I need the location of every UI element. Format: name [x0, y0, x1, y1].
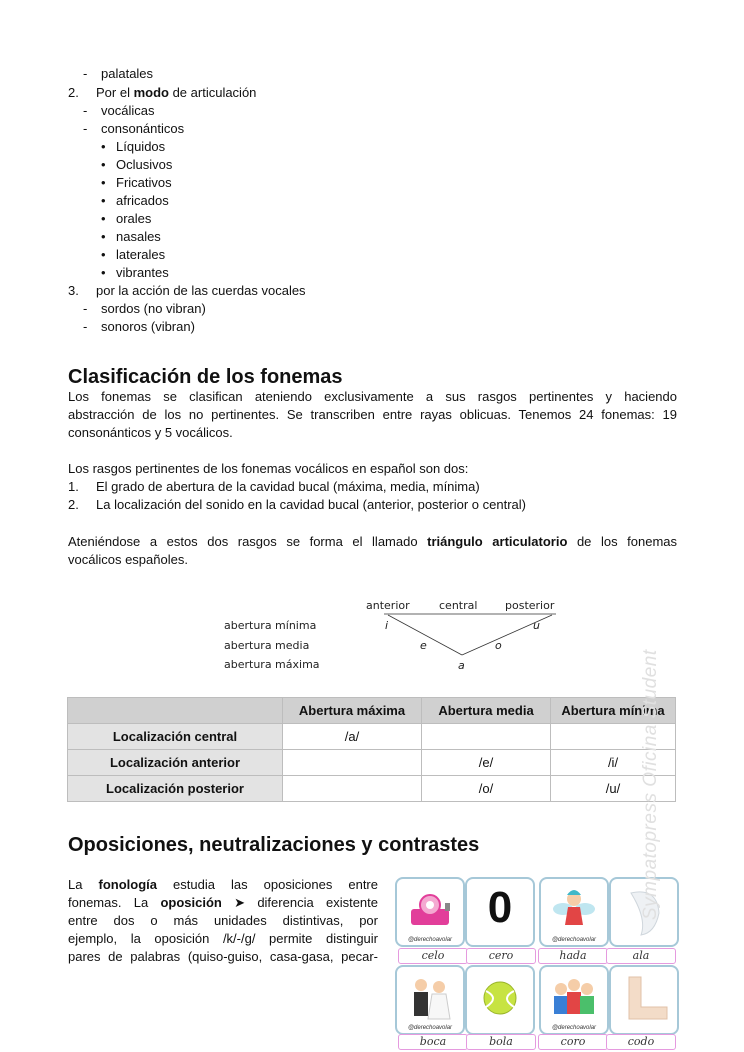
triangle-top-label: posterior	[505, 599, 555, 612]
list-number: 1.	[68, 479, 79, 494]
paragraph	[68, 388, 677, 442]
word-card: celo	[398, 948, 468, 964]
table-cell: /u/	[551, 776, 676, 802]
table-row	[68, 724, 676, 750]
list-item-palatales: - palatales	[101, 66, 153, 82]
triangle-top-label: central	[439, 599, 478, 612]
vowel-label: e	[420, 639, 427, 652]
list-item-cuerdas	[68, 283, 388, 299]
list-item-sonoros: - sonoros (vibran)	[101, 319, 195, 335]
card-tape-dispenser	[395, 877, 465, 947]
vowel-table	[67, 697, 676, 802]
section-title: Oposiciones, neutralizaciones y contrastes	[68, 834, 480, 856]
list-item-vocalicas: - vocálicas	[101, 103, 154, 119]
bullet-item: • nasales	[116, 229, 161, 245]
text: Ateniéndose a estos dos rasgos se forma el llamado	[68, 534, 428, 549]
table-header-cell: Abertura máxima	[283, 698, 422, 724]
bullet-item: • orales	[116, 211, 151, 227]
list-item-modo	[68, 85, 368, 101]
tennis-ball-icon	[467, 967, 533, 1033]
paragraph	[68, 876, 378, 966]
word-card: codo	[606, 1034, 676, 1050]
bullet-item: • Oclusivos	[116, 157, 172, 173]
row-header: Localización central	[68, 724, 283, 750]
table-cell: /e/	[422, 750, 551, 776]
paragraph-line: pares de palabras (quiso-guiso, casa-gasa, pecar-	[68, 949, 378, 964]
row-header: Localización anterior	[68, 750, 283, 776]
list-text: de articulación	[168, 85, 257, 100]
vertical-watermark	[640, 560, 660, 920]
table-cell: /o/	[422, 776, 551, 802]
zero-digit: 0	[487, 883, 513, 932]
tape-dispenser-icon	[397, 879, 463, 945]
table-cell: /a/	[283, 724, 422, 750]
vowel-label: i	[385, 619, 389, 632]
table-cell	[283, 776, 422, 802]
table-header-cell	[68, 698, 283, 724]
text-bold: triángulo articulatorio	[427, 534, 568, 549]
bullet-item: • Fricativos	[116, 175, 172, 191]
card-ball	[465, 965, 535, 1035]
minimal-pair-cards	[395, 877, 677, 1049]
paragraph-line	[68, 533, 677, 551]
table-cell	[283, 750, 422, 776]
wedding-couple-icon	[397, 967, 463, 1033]
card-fairy	[539, 877, 609, 947]
word-card: bola	[466, 1034, 536, 1050]
bullet-item: • vibrantes	[116, 265, 169, 281]
watermark-text: Sympatopress Oficina Student	[640, 649, 661, 920]
paragraph	[68, 533, 677, 569]
text: ➤ diferencia existente	[221, 895, 378, 910]
paragraph-line: vocálicos españoles.	[68, 552, 188, 567]
vowel-label: u	[533, 619, 540, 632]
fairy-icon	[541, 879, 607, 945]
card-watermark: @derechoavolar	[407, 1025, 453, 1031]
card-zero	[465, 877, 535, 947]
list-number: 2.	[68, 85, 79, 100]
text-bold: oposición	[160, 895, 222, 910]
triangle-side-label: abertura media	[224, 639, 310, 652]
list-text: por la acción de las cuerdas vocales	[96, 283, 306, 298]
text-bold: fonología	[98, 877, 157, 892]
text: estudia las oposiciones entre	[157, 877, 378, 892]
elbow-icon	[611, 967, 677, 1033]
text: La	[68, 877, 99, 892]
paragraph-line	[68, 894, 378, 912]
table-header-cell: Abertura media	[422, 698, 551, 724]
vowel-label: o	[495, 639, 502, 652]
list-number: 2.	[68, 497, 79, 512]
list-text: El grado de abertura de la cavidad bucal (máxima, media, mínima)	[96, 479, 480, 494]
list-number: 3.	[68, 283, 79, 298]
word-card: ala	[606, 948, 676, 964]
paragraph-line: Los fonemas se clasifican ateniendo exclusivamente a sus rasgos pertinentes y haciendo	[68, 389, 677, 404]
triangle-side-label: abertura máxima	[224, 658, 320, 671]
card-choir	[539, 965, 609, 1035]
card-watermark: @derechoavolar	[551, 1025, 597, 1031]
card-wedding	[395, 965, 465, 1035]
table-row	[68, 750, 676, 776]
text: fonemas. La	[68, 895, 161, 910]
table-cell: /i/	[551, 750, 676, 776]
word-card: hada	[538, 948, 608, 964]
word-card: cero	[466, 948, 536, 964]
triangle-side-label: abertura mínima	[224, 619, 317, 632]
list-text-bold: modo	[133, 85, 169, 100]
table-header-cell: Abertura mínima	[551, 698, 676, 724]
list-text: La localización del sonido en la cavidad bucal (anterior, posterior o central)	[96, 497, 526, 512]
list-text: Por el	[96, 85, 134, 100]
section-title: Clasificación de los fonemas	[68, 366, 343, 388]
table-header-row	[68, 698, 676, 724]
vowel-label: a	[458, 659, 465, 672]
paragraph-line: consonánticos y 5 vocálicos.	[68, 425, 233, 440]
table-cell	[422, 724, 551, 750]
bullet-item: • laterales	[116, 247, 165, 263]
triangle-lines	[380, 610, 560, 660]
paragraph: Los rasgos pertinentes de los fonemas vocálicos en español son dos:	[68, 461, 469, 476]
word-card: boca	[398, 1034, 468, 1050]
table-row	[68, 776, 676, 802]
paragraph-line: ejemplo, la oposición /k/-/g/ permite distinguir	[68, 931, 378, 946]
list-item-consonanticos: - consonánticos	[101, 121, 184, 137]
card-watermark: @derechoavolar	[407, 937, 453, 943]
paragraph-line: entre dos o más unidades distintivas, por	[68, 913, 378, 928]
triangle-top-label: anterior	[366, 599, 410, 612]
bullet-item: • Líquidos	[116, 139, 165, 155]
card-elbow	[609, 965, 679, 1035]
list-item	[68, 497, 668, 513]
bullet-item: • africados	[116, 193, 169, 209]
text: de los fonemas	[567, 534, 677, 549]
paragraph-line	[68, 876, 378, 894]
word-card: coro	[538, 1034, 608, 1050]
card-watermark: @derechoavolar	[551, 937, 597, 943]
list-item-sordos: - sordos (no vibran)	[101, 301, 206, 317]
row-header: Localización posterior	[68, 776, 283, 802]
choir-icon	[541, 967, 607, 1033]
list-item	[68, 479, 668, 495]
paragraph-line: abstracción de los no pertinentes. Se transcriben entre rayas oblicuas. Tenemos 24 fonemas: 19	[68, 407, 677, 422]
